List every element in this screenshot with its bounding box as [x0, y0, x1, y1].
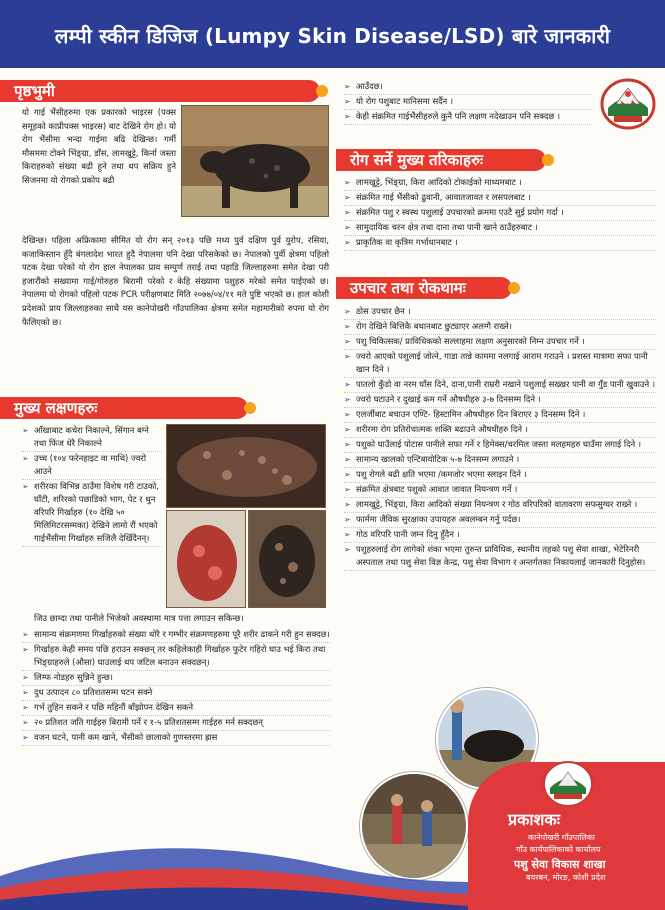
list-item: ➢ २० प्रतिशत जति गाईहरु बिरामी पर्ने र १-५ प्रतिशतसम्म गाईहरु मर्न सक्दछन्	[22, 716, 330, 731]
list-item: ➢ पशु चिकित्सक/ प्राविधिकको सल्लाहमा लक्षण अनुसारको निम्न उपचार गर्ने ।	[344, 335, 656, 350]
list-item: ➢ लिम्फ नोडहरु सुन्निने हुन्छ।	[22, 671, 330, 686]
symptoms-list-wide	[22, 628, 330, 746]
publisher-line-3: पशु सेवा विकास शाखा	[514, 858, 606, 871]
list-item: ➢ ज्वरो आएको पशुलाई जोत्ने, गाडा तान्ने काममा नलगाई आराम गराउने । प्रशस्त मात्रामा सफा पानी खान दिने ।	[344, 350, 656, 378]
symptoms-heading: मुख्य लक्षणहरुः	[0, 397, 248, 419]
list-item: ➢ लामखुट्टे, भिंङ्ग्रा, किरा आदिको संख्या नियन्त्रण र गोठ वरिपरिको वातावरण सफसुग्घर राख्ने ।	[344, 498, 656, 513]
list-item: ➢ सामान्य खालको एन्टिबायोटिक ५-७ दिनसम्म लगाउने ।	[344, 453, 656, 468]
list-item: ➢ रोग देखिने बित्तिकै बथानबाट छुट्याएर अलग्गै राख्ने।	[344, 320, 656, 335]
list-item: ➢ पशुको घाउँलाई पोटास पानीले सफा गर्ने र हिमेक्स/चरमिल जस्ता मलहमहरु घाउँमा लगाई दिने ।	[344, 438, 656, 453]
right-top-list	[344, 80, 592, 125]
background-paragraph-2: देखिन्छ। पहिला अफ्रिकामा सीमित यो रोग सन् २०१३ पछि मध्य पुर्व दक्षिण पुर्व युरोप, रसिया, कजाकिस्तान हुँदै बंगलादेश भारत हुदै नेपालमा पनि देखा परिसकेको छ। नेपालको पुर्वी क्षेत्रमा पहिलो पटक देखा परेको यो रोग हाल नेपालका प्राय सम्पुर्ण तराई तथा पहाडि जिल्लाहरुमा समेत देखा परी हजारौंको सख्यामा गाई/गोरुहरु बिरामी परेको र केहि संख्यामा पशुहरु मरेको समेत पाईएको छ। नेपालमा यो रोगको पहिलो पटक PCR परीक्षणबाट मिति २०७७/०४/११ मते पुष्टि भएको छ। हाल कोशी प्रदेशको प्राय जिल्लाहरुका साथै यस कानेपोखरी गाँउपालिका क्षेत्रमा समेत महामारीको रुपमा यो रोग फैलिएको छ।	[22, 235, 329, 327]
list-item: ➢ गोठ वरिपरि पानी जम्न दिनु हुँदैन ।	[344, 528, 656, 543]
list-item: ➢ दुध उत्पादन ८० प्रतिशतसम्म घटन सक्ने	[22, 686, 330, 701]
list-item: ➢ पशुहरुलाई रोग लागेको शंका भएमा तुरुन्त प्राविधिक, स्थानीय तहको पशु सेवा शाखा, भेटेरिनरी अस्पताल तथा पशु सेवा विज्ञ केन्द्र, पशु सेवा विभाग र अन्तर्गतका निकायलाई जानकारी दिनुहोस।	[344, 543, 656, 571]
list-item: ➢ संक्रमित गाई भैंसीको ढुवानी, आवातजावत र लसपलबाट ।	[344, 191, 656, 206]
list-item: ➢ गिर्खाहरु केही समय पछि हराउन सक्छन् तर कहिलेकाही गिर्खाहरु फुटेर गहिरो घाउ भई किरा तथा भिंङ्ग्राहरुले (औसा) घाउलाई थप जटिल बनाउन सक्दछन्।	[22, 643, 330, 671]
list-item: ➢ पशु रोगले बढी क्षति भएमा /कमजोर भएमा स्लाइन दिने ।	[344, 468, 656, 483]
publisher-heading: प्रकाशकः	[508, 810, 560, 829]
list-item: ➢ ज्वरो घटाउने र दुखाई कम गर्ने औषधीहरु ३-७ दिनसम्म दिने ।	[344, 393, 656, 408]
list-item: ➢ गर्भ तुहिन सकने र पछि महिनौं बाँझोपन देखिन सकने	[22, 701, 330, 716]
list-item: ➢ शरीरमा रोग प्रतिरोधात्मक शक्ति बढाउने औषधीहरु दिने ।	[344, 423, 656, 438]
publisher-line-1: कानेपोखरी गाँउपालिका	[528, 833, 595, 842]
list-item: ➢ आँखाबाट कचेरा निकाल्ने, सिंगान बग्ने तथा फिंज धेरै निकाल्ने	[22, 424, 162, 452]
list-item: ➢ संक्रमित पशु र स्वस्थ पशुलाई उपचारको क्रममा एउटै सुई प्रयोग गर्दा ।	[344, 206, 656, 221]
lesion-photo-1	[166, 424, 326, 508]
list-item: ➢ संक्रमित क्षेत्रबाट पशुको आवात जावात नियन्त्रण गर्ने ।	[344, 483, 656, 498]
publisher-panel	[468, 762, 665, 910]
list-item: ➢ शरीरका विभिन्न ठाउँमा विशेष गरी टाउको, घाँटी, शरिरको पछाडिको भाग, पेट र थुन वरिपरि गिर्खाहरु (१० देखि ५० मिलिमिटरसम्मका) देखिने लामो रौं भएको गाईभैंसीमा गिर्खाहरु सजिलै देखिँदैनन्।	[22, 480, 162, 547]
list-item: ➢ यो रोग पशुबाट मानिसमा सर्दैन ।	[344, 95, 592, 110]
treatment-list	[344, 305, 656, 571]
cow-photo	[181, 105, 329, 217]
background-paragraph-1: यो गाई भैंसीहरुमा एक प्रकारको भाइरस (पक्स समूहको काप्रीपक्स भाइरस) बाट देखिने रोग हो। यो रोग भैंसीमा भन्दा गाईमा बढि देखिन्छ। गर्मी मौसममा टोक्ने भिंङ्ग्रा, डाँस, लामखुट्टे, किर्ना जस्ता किराहरुको संख्या बढी हुने तथा थप सक्रिय हुने सिजनमा यो रोगको प्रकोप बढी	[22, 107, 176, 185]
list-item: ➢ आउँदछ।	[344, 80, 592, 95]
transmission-list	[344, 176, 656, 251]
list-item: ➢ सामुदायिक चरन क्षेत्र तथा दाना तथा पानी खाने ठाउँहरुबाट ।	[344, 221, 656, 236]
transmission-heading: रोग सर्ने मुख्य तरिकाहरुः	[336, 149, 546, 171]
list-item: ➢ सामान्य संक्रमणमा गिर्खाहरुको संख्या थोरै र गम्भीर संक्रमणहरुमा पूरै शरीर ढाकने गरी हुन सक्दछ।	[22, 628, 330, 643]
list-item: ➢ वजन घटने, पानी कम खाने, भैंसीको छालाको गुणस्तरमा ह्रास	[22, 731, 330, 746]
lesion-photo-2	[166, 510, 246, 608]
list-item: ➢ पातलो कुँडो वा नरम घाँस दिने, दाना,पानी राम्ररी नखाने पशुलाई सख्खर पानी वा गुँड पानी खुवाउने ।	[344, 378, 656, 393]
list-item: ➢ फार्ममा जैविक सुरक्षाका उपायहरु अवलम्बन गर्नु पर्दछ।	[344, 513, 656, 528]
treatment-heading: उपचार तथा रोकथामः	[336, 277, 512, 299]
list-item: ➢ लामखुट्टे, भिंङ्ग्रा, किरा आदिको टोकाईको माध्यमबाट ।	[344, 176, 656, 191]
list-item: ➢ प्राकृतिक वा कृत्रिम गर्भाधानबाट ।	[344, 236, 656, 251]
page-title: लम्पी स्कीन डिजिज (Lumpy Skin Disease/LSD) बारे जानकारी	[54, 24, 611, 48]
publisher-line-2: गाँउ कार्यपालिकाको कार्यालय	[516, 845, 601, 854]
list-item: ➢ केही संक्रमित गाईभैंसीहरुले कुनै पनि लक्षण नदेखाउन पनि सक्दछ ।	[344, 110, 592, 125]
publisher-line-4: बयरबन, मोरङ, कोशी प्रदेश	[526, 873, 606, 882]
list-item: ➢ उच्च (१०४ फरेनहाइट वा माथि) ज्वरो आउने	[22, 452, 162, 480]
page-header	[0, 0, 665, 68]
list-item: ➢ ठोस उपचार छैन ।	[344, 305, 656, 320]
background-heading: पृष्ठभुमी	[0, 80, 320, 102]
lesion-photo-3	[248, 510, 326, 608]
nepal-emblem-icon	[598, 74, 658, 132]
list-item: ➢ एलर्जीबाट बचाउन एण्टि- हिस्टामिन औषधीहरु दिन बिराएर ३ दिनसम्म दिने ।	[344, 408, 656, 423]
symptoms-continuation: जिउ छाम्दा तथा पानीले भिजेको अवस्थामा मात्र पत्ता लगाउन सकिन्छ।	[34, 613, 244, 623]
symptoms-list-narrow	[22, 424, 162, 547]
publisher-emblem-icon	[540, 760, 596, 808]
